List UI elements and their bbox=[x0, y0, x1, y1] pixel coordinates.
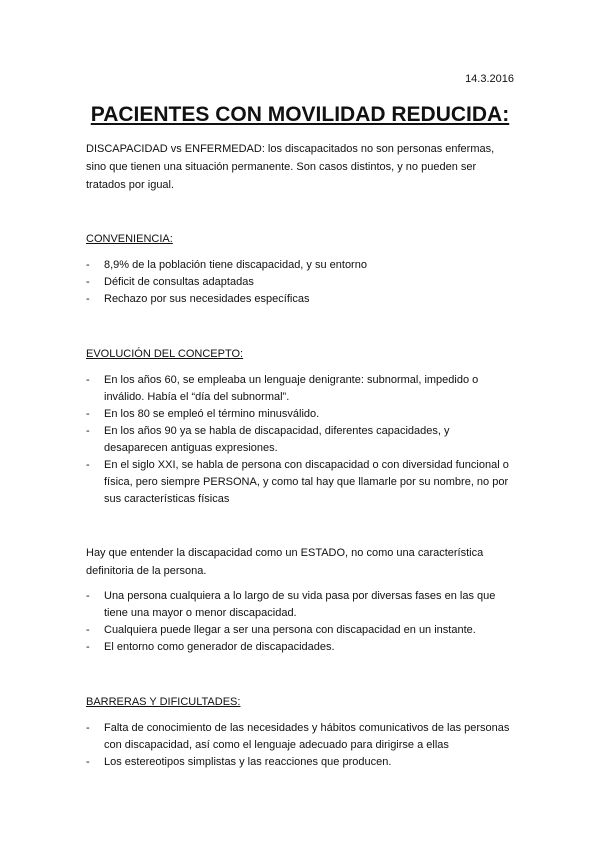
list-item: - En los 80 se empleó el término minusválido. bbox=[86, 406, 516, 423]
bullet-dash: - bbox=[86, 259, 90, 271]
bullet-dash: - bbox=[86, 722, 90, 734]
bullet-dash: - bbox=[86, 408, 90, 420]
bullet-dash: - bbox=[86, 624, 90, 636]
bullet-dash: - bbox=[86, 293, 90, 305]
estado-paragraph: Hay que entender la discapacidad como un ESTADO, no como una característica definitoria de la persona. bbox=[86, 547, 484, 577]
list-barreras bbox=[86, 720, 516, 771]
list-item: - El entorno como generador de discapacidades. bbox=[86, 639, 516, 656]
heading-conveniencia: CONVENIENCIA: bbox=[86, 233, 173, 245]
list-item: - Los estereotipos simplistas y las reacciones que producen. bbox=[86, 754, 516, 771]
document-title: PACIENTES CON MOVILIDAD REDUCIDA: bbox=[90, 103, 510, 126]
bullet-dash: - bbox=[86, 276, 90, 288]
list-item: - En los años 60, se empleaba un lenguaje denigrante: subnormal, impedido o inválido. Había el “día del subnormal”. bbox=[86, 374, 479, 403]
list-item: - Una persona cualquiera a lo largo de su vida pasa por diversas fases en las que tiene una mayor o menor discapacidad. bbox=[86, 590, 496, 619]
bullet-dash: - bbox=[86, 374, 90, 386]
heading-evolucion: EVOLUCIÓN DEL CONCEPTO: bbox=[86, 348, 244, 360]
bullet-dash: - bbox=[86, 590, 90, 602]
list-item: - En el siglo XXI, se habla de persona con discapacidad o con diversidad funcional o física, pero siempre PERSONA, y como tal hay que llamarle por su nombre, no por sus características físicas bbox=[86, 459, 509, 505]
bullet-dash: - bbox=[86, 641, 90, 653]
list-conveniencia bbox=[86, 257, 516, 308]
list-item: - Cualquiera puede llegar a ser una persona con discapacidad en un instante. bbox=[86, 622, 516, 639]
heading-barreras: BARRERAS Y DIFICULTADES: bbox=[86, 696, 241, 708]
bullet-dash: - bbox=[86, 756, 90, 768]
bullet-dash: - bbox=[86, 425, 90, 437]
list-item: - 8,9% de la población tiene discapacidad, y su entorno bbox=[86, 257, 516, 274]
list-evolucion bbox=[86, 372, 516, 508]
list-estado bbox=[86, 588, 516, 656]
list-item: - En los años 90 ya se habla de discapacidad, diferentes capacidades, y desaparecen antiguas expresiones. bbox=[86, 425, 450, 454]
document-date: 14.3.2016 bbox=[465, 73, 514, 85]
list-item: - Déficit de consultas adaptadas bbox=[86, 274, 516, 291]
bullet-dash: - bbox=[86, 459, 90, 471]
list-item: - Falta de conocimiento de las necesidades y hábitos comunicativos de las personas con discapacidad, así como el lenguaje adecuado para dirigirse a ellas bbox=[86, 722, 510, 751]
list-item: - Rechazo por sus necesidades específicas bbox=[86, 291, 516, 308]
intro-paragraph: DISCAPACIDAD vs ENFERMEDAD: los discapacitados no son personas enfermas, sino que tienen una situación permanente. Son casos distintos, y no pueden ser tratados por igual. bbox=[86, 143, 495, 191]
